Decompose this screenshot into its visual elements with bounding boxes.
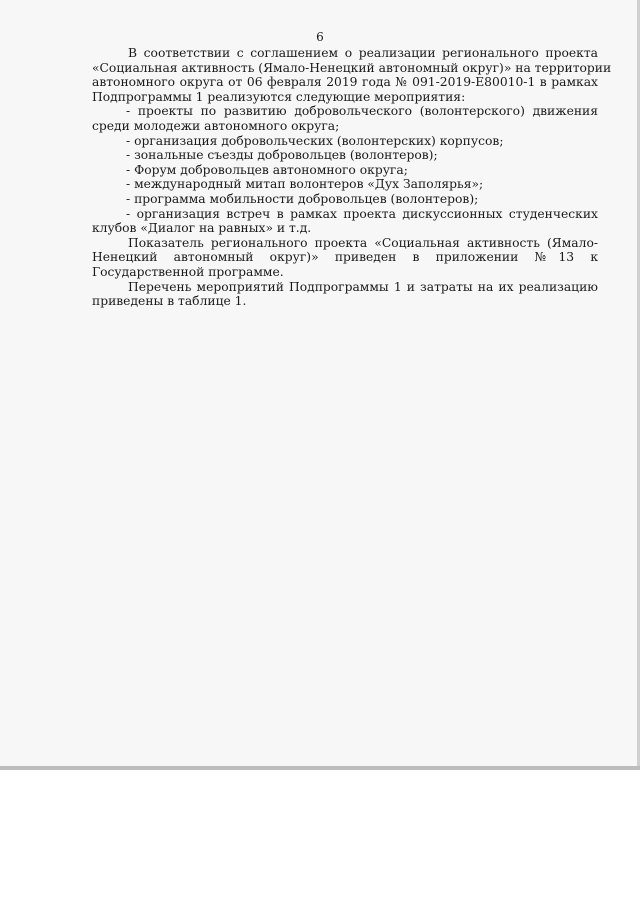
text-line: - Форум добровольцев автономного округа; [126,162,408,177]
text-line: Подпрограммы 1 реализуются следующие мероприятия: [92,89,466,104]
text-line: Перечень мероприятий Подпрограммы 1 и затраты на их реализацию [128,279,598,294]
text-line: Показатель регионального проекта «Социальная активность (Ямало- [128,235,598,250]
text-line: автономного округа от 06 февраля 2019 года № 091-2019-Е80010-1 в рамках [92,75,598,90]
text-line: среди молодежи автономного округа; [92,118,340,133]
list-item [92,104,598,133]
page-number: 6 [316,30,324,44]
text-line: - зональные съезды добровольцев (волонтеров); [126,148,438,163]
paragraph-table-reference [92,280,598,309]
list-item [92,148,598,163]
text-line: клубов «Диалог на равных» и т.д. [92,221,312,236]
text-line: В соответствии с соглашением о реализации регионального проекта [128,46,598,60]
list-item [92,192,598,207]
list-item [92,134,598,149]
text-line: приведены в таблице 1. [92,294,247,309]
text-line: «Социальная активность (Ямало-Ненецкий автономный округ)» на территории [92,60,612,75]
list-item [92,163,598,178]
document-body [92,46,612,309]
scan-edge-bottom [0,766,640,770]
text-line: Государственной программе. [92,264,284,279]
list-item [92,207,598,236]
text-line: - проекты по развитию добровольческого (волонтерского) движения [126,104,598,119]
text-line: - международный митап волонтеров «Дух Заполярья»; [126,177,484,192]
text-line: - организация встреч в рамках проекта дискуссионных студенческих [126,206,598,221]
paragraph-indicator [92,236,598,280]
list-item [92,177,598,192]
text-line: Ненецкий автономный округ)» приведен в приложении №13 к [92,250,598,265]
text-line: - программа мобильности добровольцев (волонтеров); [126,191,479,206]
paragraph-agreement [92,46,612,104]
text-line: - организация добровольческих (волонтерских) корпусов; [126,133,504,148]
